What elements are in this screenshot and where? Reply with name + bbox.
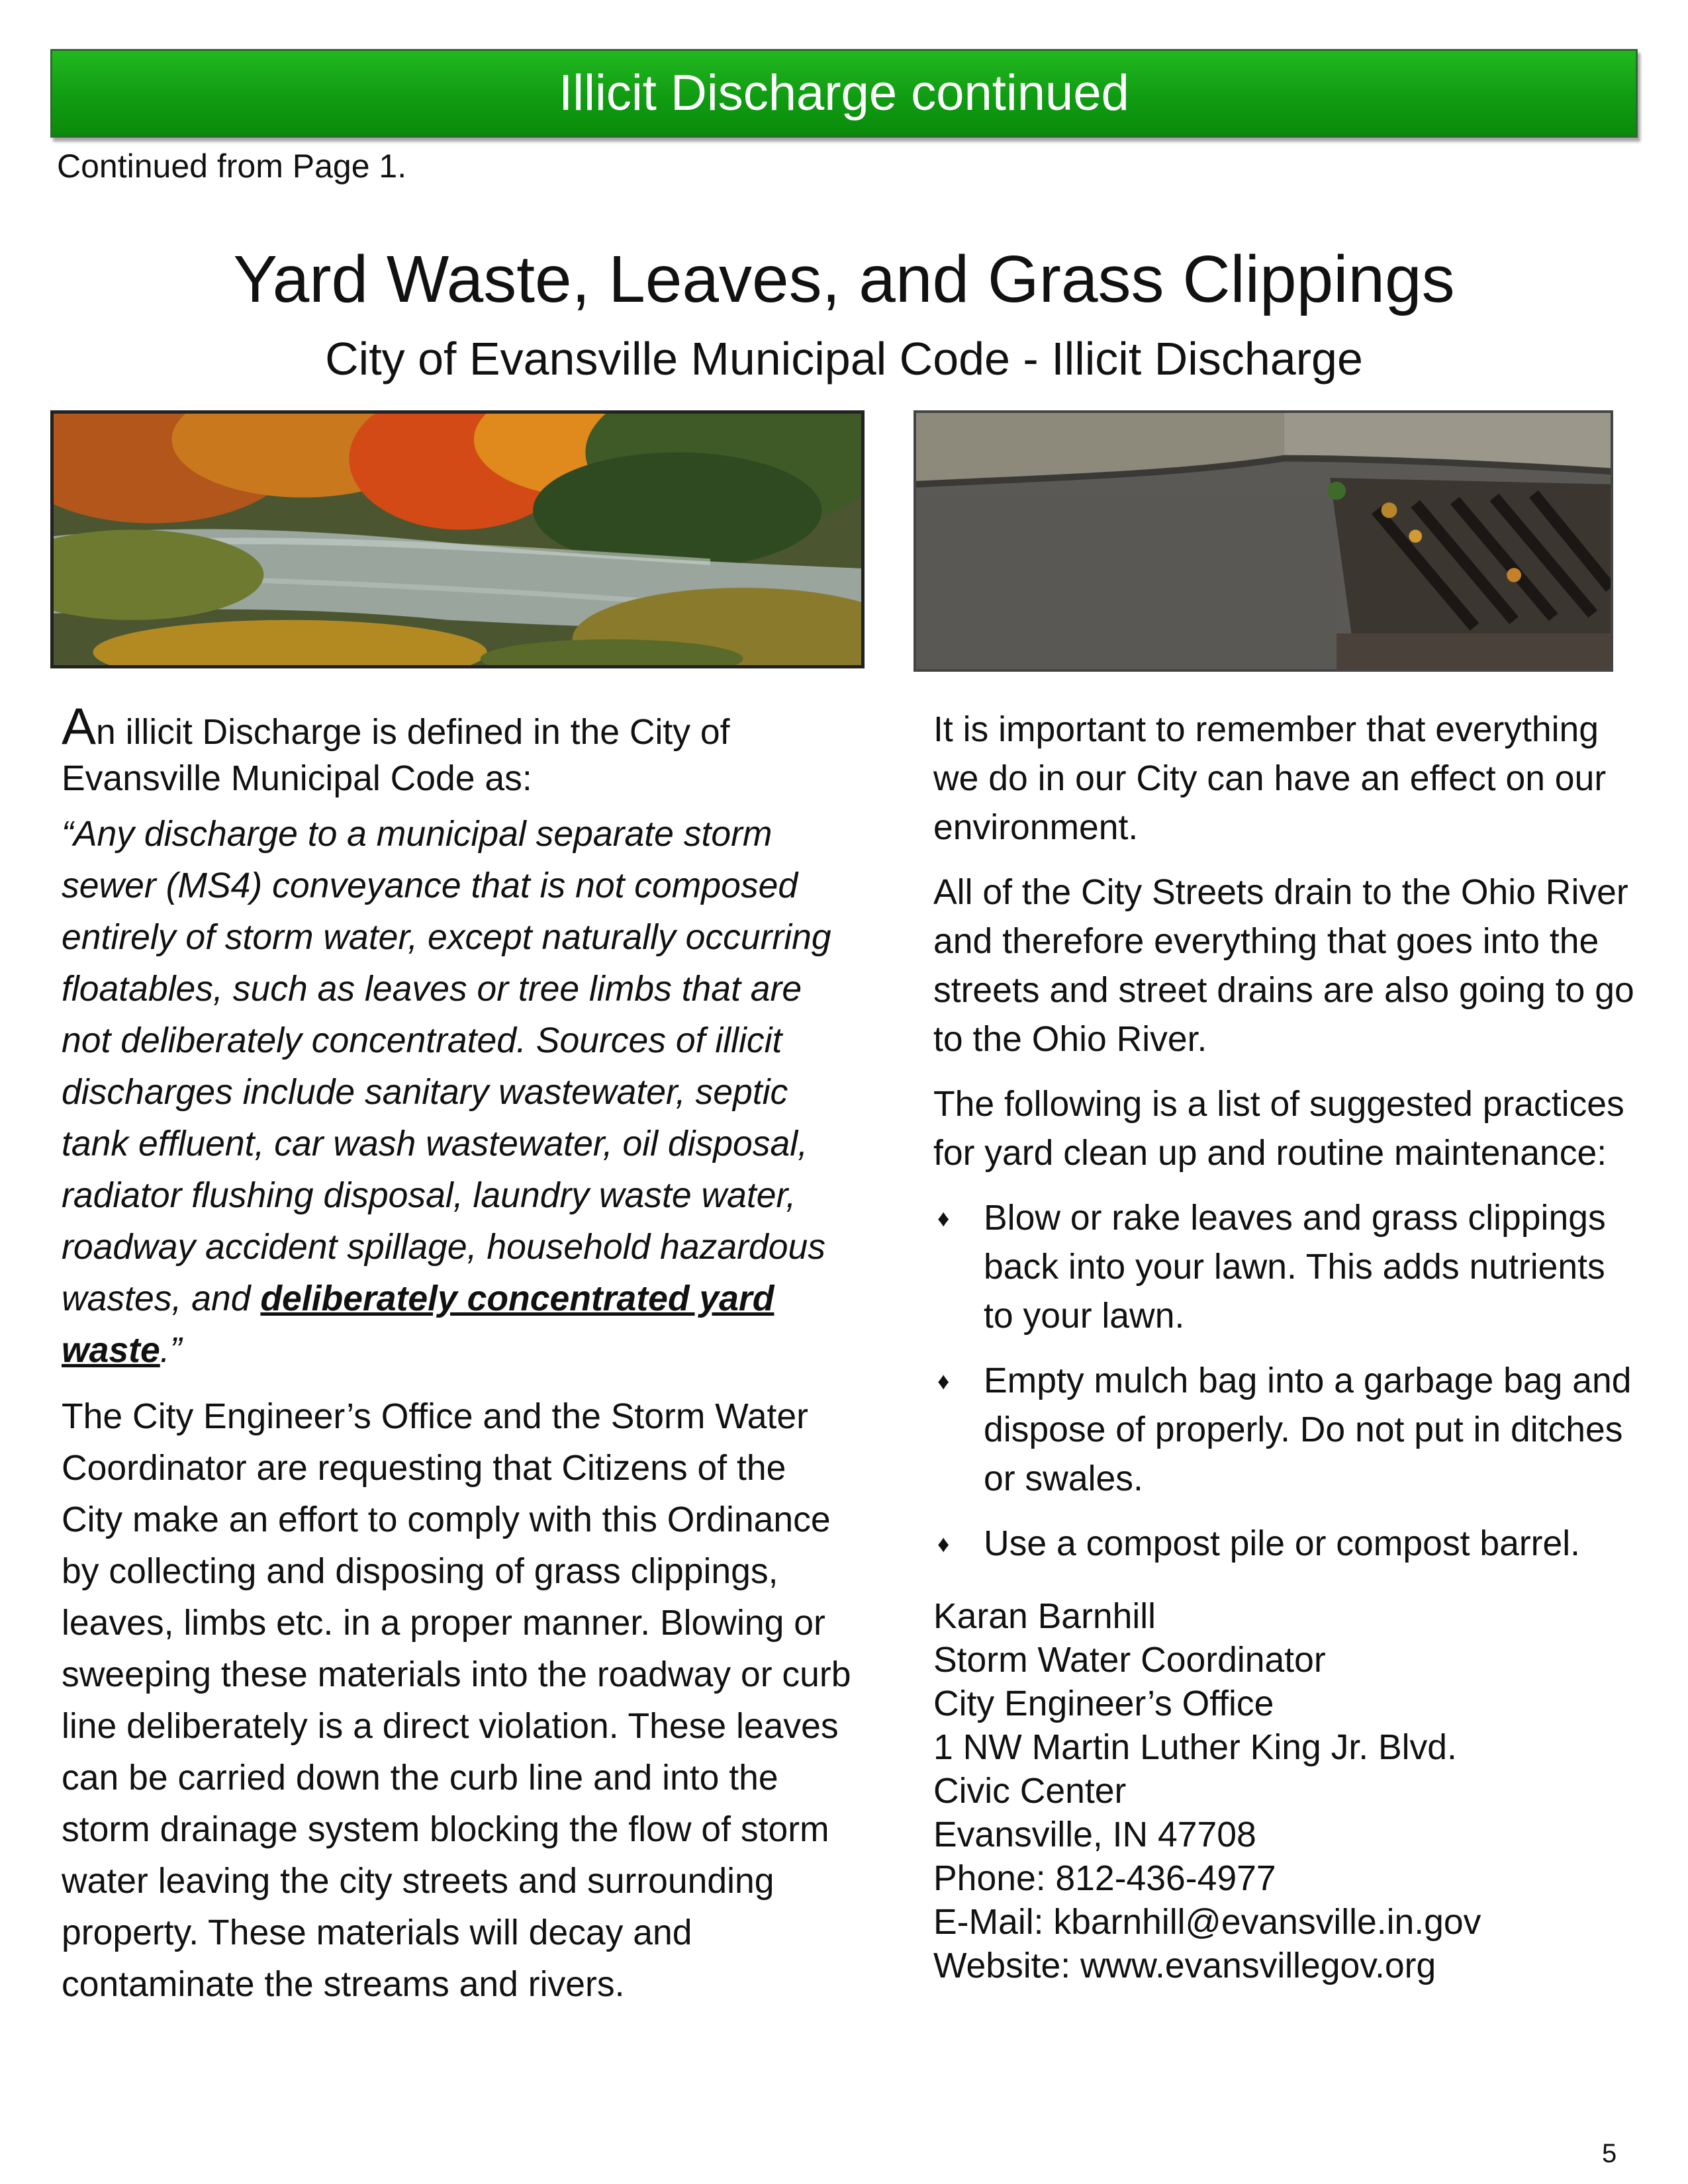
article-title: Yard Waste, Leaves, and Grass Clippings (233, 242, 1455, 316)
list-item (933, 1194, 1642, 1341)
definition-intro-text: n illicit Discharge is defined in the City of Evansville Municipal Code as: (62, 713, 730, 798)
contact-city: Evansville, IN 47708 (933, 1815, 1256, 1854)
list-item-text: Empty mulch bag into a garbage bag and dispose of properly. Do not put in ditches or swales. (984, 1361, 1632, 1498)
diamond-bullet-icon: ♦ (937, 1205, 950, 1232)
right-paragraph-3: The following is a list of suggested practices for yard clean up and routine maintenance: (933, 1085, 1624, 1173)
contact-address-1: 1 NW Martin Luther King Jr. Blvd. (933, 1728, 1457, 1767)
contact-email[interactable]: E-Mail: kbarnhill@evansville.in.gov (933, 1903, 1481, 1942)
left-body-paragraph: The City Engineer’s Office and the Storm Water Coordinator are requesting that Citizens of the City make an effort to comply with this Ordinance by collecting and disposing of grass clippings, leaves, limbs etc. in a proper manner. Blowing or sweeping these materials into the roadway or curb line deliberately is a direct violation. These leaves can be carried down the curb line and into the storm drainage system blocking the flow of storm water leaving the city streets and surrounding property. These materials will decay and contaminate the streams and rivers. (62, 1397, 851, 2004)
list-item-text: Use a compost pile or compost barrel. (984, 1524, 1580, 1563)
contact-office: City Engineer’s Office (933, 1684, 1274, 1723)
list-item (933, 1357, 1642, 1504)
contact-title: Storm Water Coordinator (933, 1641, 1326, 1680)
river-photo (50, 410, 865, 668)
drop-cap: A (62, 697, 97, 755)
contact-block (933, 1595, 1642, 1988)
page-number: 5 (1602, 2139, 1617, 2168)
right-paragraph-1: It is important to remember that everything we do in our City can have an effect on our environment. (933, 710, 1607, 847)
banner-title: Illicit Discharge continued (559, 65, 1129, 121)
definition-intro (62, 697, 856, 802)
contact-address-2: Civic Center (933, 1772, 1127, 1811)
practices-list (933, 1194, 1642, 1569)
right-column (933, 705, 1642, 1988)
quote-end: .” (160, 1331, 182, 1370)
list-item-text: Blow or rake leaves and grass clippings back into your lawn. This adds nutrients to your lawn. (984, 1199, 1606, 1336)
quote-text: “Any discharge to a municipal separate storm sewer (MS4) conveyance that is not composed entirely of storm water, except naturally occurring floatables, such as leaves or tree limbs that are not deliberately concentrated. Sources of illicit discharges include sanitary wastewater, septic tank effluent, car wash wastewater, oil disposal, radiator flushing disposal, laundry waste water, roadway accident spillage, household hazardous wastes, and (62, 815, 831, 1318)
left-column (62, 697, 856, 2011)
continued-note: Continued from Page 1. (57, 148, 407, 185)
contact-name: Karan Barnhill (933, 1597, 1156, 1636)
diamond-bullet-icon: ♦ (937, 1367, 950, 1394)
storm-drain-photo (914, 410, 1613, 672)
article-subtitle: City of Evansville Municipal Code - Illicit Discharge (325, 333, 1363, 385)
contact-website[interactable]: Website: www.evansvillegov.org (933, 1946, 1436, 1985)
list-item (933, 1520, 1642, 1569)
ordinance-quote (62, 809, 856, 1377)
quote-underlined: deliberately concentrated yard waste (62, 1279, 774, 1370)
diamond-bullet-icon: ♦ (937, 1530, 950, 1557)
contact-phone: Phone: 812-436-4977 (933, 1859, 1276, 1898)
right-paragraph-2: All of the City Streets drain to the Ohio River and therefore everything that goes into the streets and street drains are also going to go to the Ohio River. (933, 873, 1634, 1059)
section-banner (50, 49, 1638, 138)
